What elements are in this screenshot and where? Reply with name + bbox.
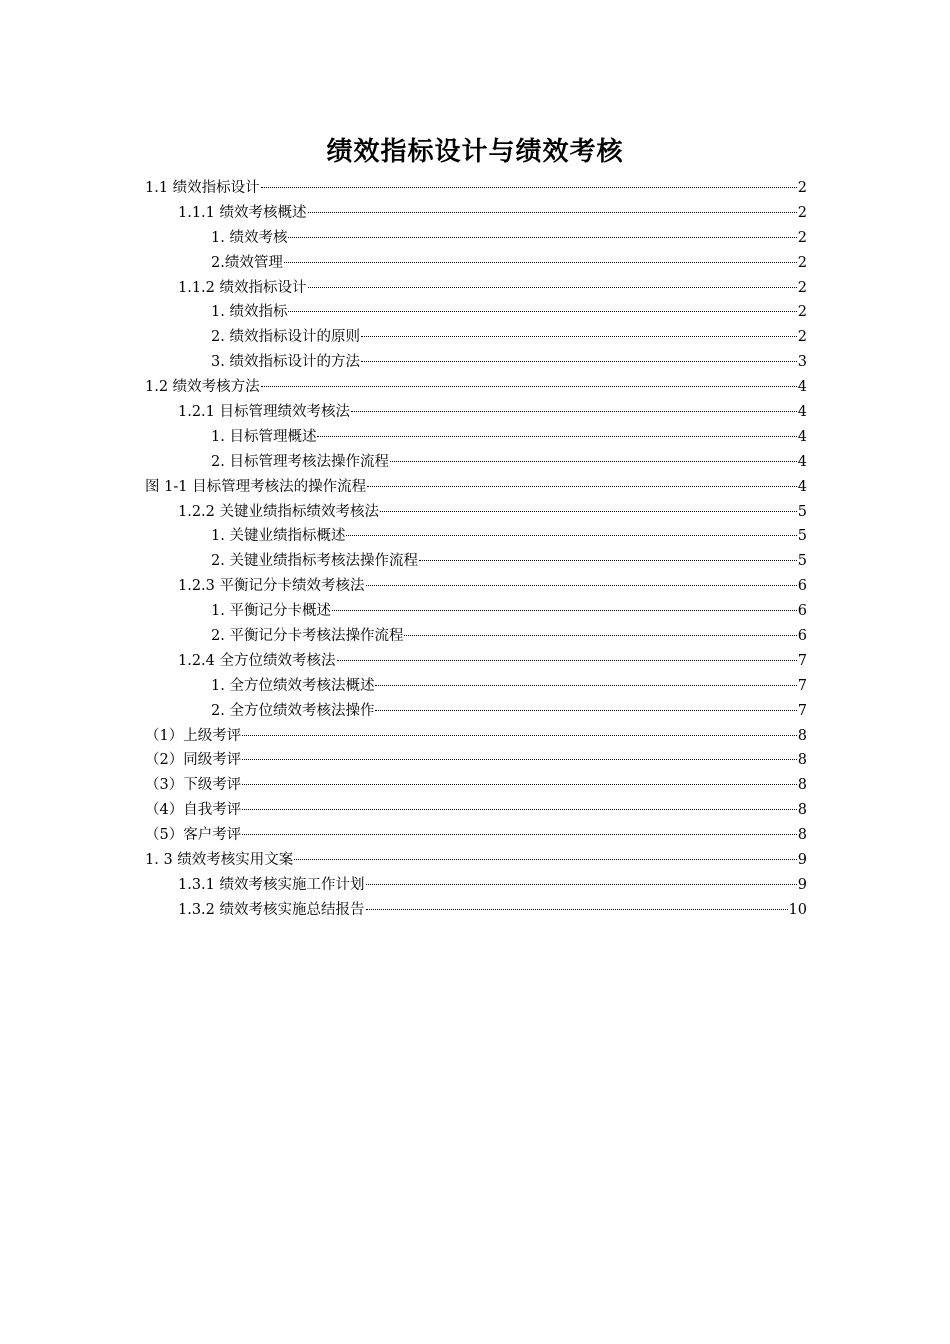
toc-entry-label: 1.1 绩效指标设计 <box>145 180 260 196</box>
toc-entry-label: 1. 关键业绩指标概述 <box>211 528 346 545</box>
toc-entry-label: 2. 目标管理考核法操作流程 <box>211 453 389 470</box>
toc-dot-leader <box>346 535 796 536</box>
toc-entry-page-number: 9 <box>797 852 807 869</box>
toc-entry-label: 1.2 绩效考核方法 <box>145 379 260 396</box>
toc-entry-label: （2）同级考评 <box>145 752 242 769</box>
toc-dot-leader <box>366 909 788 910</box>
toc-entry-label: 2.绩效管理 <box>211 254 283 271</box>
toc-entry-label: 1. 平衡记分卡概述 <box>211 603 331 620</box>
toc-entry[interactable] <box>145 201 807 226</box>
toc-entry[interactable] <box>145 898 807 923</box>
toc-entry-page-number: 6 <box>797 628 807 645</box>
toc-entry-page-number: 4 <box>797 478 807 495</box>
toc-entry[interactable] <box>145 400 807 425</box>
toc-dot-leader <box>351 411 797 412</box>
toc-entry-page-number: 2 <box>797 204 807 221</box>
toc-entry-label: （5）客户考评 <box>145 827 242 844</box>
toc-entry[interactable] <box>145 325 807 350</box>
toc-dot-leader <box>380 511 797 512</box>
toc-entry-page-number: 8 <box>797 777 807 794</box>
toc-dot-leader <box>404 635 796 636</box>
toc-entry-label: 2. 全方位绩效考核法操作 <box>211 702 375 719</box>
toc-entry[interactable] <box>145 549 807 574</box>
toc-entry-page-number: 2 <box>797 180 807 196</box>
toc-entry-label: 1.2.1 目标管理绩效考核法 <box>178 404 351 421</box>
toc-entry-page-number: 6 <box>797 578 807 595</box>
toc-entry[interactable] <box>145 624 807 649</box>
toc-entry-page-number: 7 <box>797 652 807 669</box>
toc-entry-label: 1.3.1 绩效考核实施工作计划 <box>178 876 365 893</box>
toc-entry[interactable] <box>145 873 807 898</box>
toc-entry-page-number: 8 <box>797 752 807 769</box>
toc-entry-label: 1.1.2 绩效指标设计 <box>178 279 307 296</box>
document-title: 绩效指标设计与绩效考核 <box>326 137 624 167</box>
toc-entry-label: 2. 平衡记分卡考核法操作流程 <box>211 628 404 645</box>
toc-dot-leader <box>242 735 797 736</box>
toc-dot-leader <box>361 361 797 362</box>
toc-entry-page-number: 6 <box>797 603 807 620</box>
toc-entry[interactable] <box>145 748 807 773</box>
toc-entry-page-number: 8 <box>797 802 807 819</box>
toc-dot-leader <box>332 610 797 611</box>
toc-entry[interactable] <box>145 599 807 624</box>
toc-entry[interactable] <box>145 276 807 301</box>
toc-dot-leader <box>366 884 797 885</box>
toc-entry[interactable] <box>145 848 807 873</box>
toc-entry-label: 3. 绩效指标设计的方法 <box>211 354 360 371</box>
toc-entry[interactable] <box>145 251 807 276</box>
toc-dot-leader <box>261 386 797 387</box>
toc-entry[interactable] <box>145 350 807 375</box>
toc-entry-page-number: 5 <box>797 503 807 520</box>
toc-dot-leader <box>361 336 797 337</box>
toc-entry-page-number: 9 <box>797 876 807 893</box>
toc-entry-page-number: 4 <box>797 453 807 470</box>
toc-entry[interactable] <box>145 425 807 450</box>
toc-entry-page-number: 2 <box>797 229 807 246</box>
toc-entry-page-number: 5 <box>797 553 807 570</box>
toc-entry-label: 图 1-1 目标管理考核法的操作流程 <box>145 478 367 495</box>
toc-entry[interactable] <box>145 773 807 798</box>
toc-entry-label: 1.2.4 全方位绩效考核法 <box>178 652 336 669</box>
toc-entry[interactable] <box>145 649 807 674</box>
toc-entry-label: 1. 3 绩效考核实用文案 <box>145 852 294 869</box>
toc-entry-page-number: 7 <box>797 677 807 694</box>
toc-dot-leader <box>242 834 797 835</box>
toc-dot-leader <box>390 461 797 462</box>
toc-entry-page-number: 2 <box>797 254 807 271</box>
toc-entry-page-number: 7 <box>797 702 807 719</box>
toc-dot-leader <box>317 436 796 437</box>
toc-dot-leader <box>242 809 797 810</box>
toc-entry-label: 1.1.1 绩效考核概述 <box>178 204 307 221</box>
toc-dot-leader <box>337 660 797 661</box>
toc-entry[interactable] <box>145 699 807 724</box>
toc-entry-label: （1）上级考评 <box>145 727 242 744</box>
toc-entry-page-number: 4 <box>797 428 807 445</box>
toc-entry[interactable] <box>145 375 807 400</box>
toc-entry-page-number: 2 <box>797 329 807 346</box>
toc-entry-page-number: 2 <box>797 304 807 321</box>
toc-dot-leader <box>367 486 797 487</box>
toc-dot-leader <box>284 262 797 263</box>
toc-entry[interactable] <box>145 524 807 549</box>
toc-dot-leader <box>261 187 797 188</box>
toc-entry[interactable] <box>145 176 807 201</box>
toc-entry-label: （3）下级考评 <box>145 777 242 794</box>
toc-dot-leader <box>375 710 796 711</box>
toc-entry[interactable] <box>145 450 807 475</box>
toc-entry[interactable] <box>145 300 807 325</box>
toc-dot-leader <box>308 212 797 213</box>
toc-dot-leader <box>308 287 797 288</box>
toc-dot-leader <box>288 237 796 238</box>
toc-entry[interactable] <box>145 574 807 599</box>
table-of-contents <box>145 176 807 923</box>
toc-entry-label: 1.2.2 关键业绩指标绩效考核法 <box>178 503 380 520</box>
toc-entry-label: 1. 目标管理概述 <box>211 428 317 445</box>
toc-entry-label: 1.2.3 平衡记分卡绩效考核法 <box>178 578 365 595</box>
toc-dot-leader <box>242 759 797 760</box>
toc-entry[interactable] <box>145 500 807 525</box>
toc-entry-label: 1.3.2 绩效考核实施总结报告 <box>178 901 365 918</box>
toc-dot-leader <box>294 859 796 860</box>
toc-entry-label: 1. 绩效指标 <box>211 304 288 321</box>
toc-entry-label: （4）自我考评 <box>145 802 242 819</box>
toc-dot-leader <box>375 685 796 686</box>
toc-entry-page-number: 4 <box>797 379 807 396</box>
toc-dot-leader <box>419 560 797 561</box>
toc-dot-leader <box>288 311 796 312</box>
toc-entry[interactable] <box>145 475 807 500</box>
toc-entry-page-number: 8 <box>797 827 807 844</box>
toc-entry-page-number: 10 <box>788 901 807 918</box>
toc-entry[interactable] <box>145 674 807 699</box>
toc-dot-leader <box>366 585 797 586</box>
toc-entry-page-number: 8 <box>797 727 807 744</box>
toc-entry-label: 2. 关键业绩指标考核法操作流程 <box>211 553 418 570</box>
toc-entry-page-number: 4 <box>797 404 807 421</box>
toc-entry[interactable] <box>145 724 807 749</box>
toc-entry-label: 2. 绩效指标设计的原则 <box>211 329 360 346</box>
toc-entry-page-number: 2 <box>797 279 807 296</box>
toc-entry-label: 1. 绩效考核 <box>211 229 288 246</box>
toc-entry-label: 1. 全方位绩效考核法概述 <box>211 677 375 694</box>
toc-entry[interactable] <box>145 798 807 823</box>
toc-dot-leader <box>242 784 797 785</box>
toc-entry-page-number: 5 <box>797 528 807 545</box>
toc-entry[interactable] <box>145 823 807 848</box>
toc-entry[interactable] <box>145 226 807 251</box>
toc-entry-page-number: 3 <box>797 354 807 371</box>
